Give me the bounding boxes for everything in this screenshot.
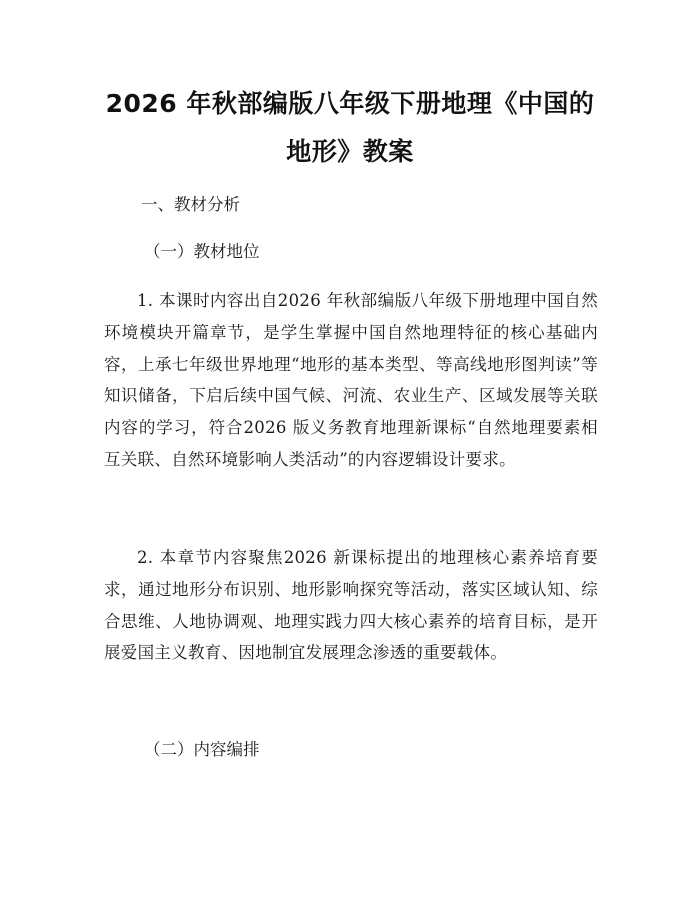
paragraph-material-status-1: 1. 本课时内容出自2026 年秋部编版八年级下册地理中国自然环境模块开篇章节，是学生掌握中国自然地理特征的核心基础内容，上承七年级世界地理“地形的基本类型、等高线地形图判读”等知识储备，下启后续中国气候、河流、农业生产、区域发展等关联内容的学习，符合2026 版义务教育地理新课标“自然地理要素相互关联、自然环境影响人类活动”的内容逻辑设计要求。 [104,291,598,469]
subsection-heading-material-status: （一）教材地位 [144,242,260,261]
section-heading-teaching-material-analysis: 一、教材分析 [141,195,240,214]
paragraph-material-status-2: 2. 本章节内容聚焦2026 新课标提出的地理核心素养培育要求，通过地形分布识别、地形影响探究等活动，落实区域认知、综合思维、人地协调观、地理实践力四大核心素养的培育目标，是开展爱国主义教育、因地制宜发展理念渗透的重要载体。 [104,548,598,663]
subsection-heading-content-arrangement: （二）内容编排 [144,740,260,759]
document-title: 2026 年秋部编版八年级下册地理《中国的地形》教案 [105,89,595,166]
